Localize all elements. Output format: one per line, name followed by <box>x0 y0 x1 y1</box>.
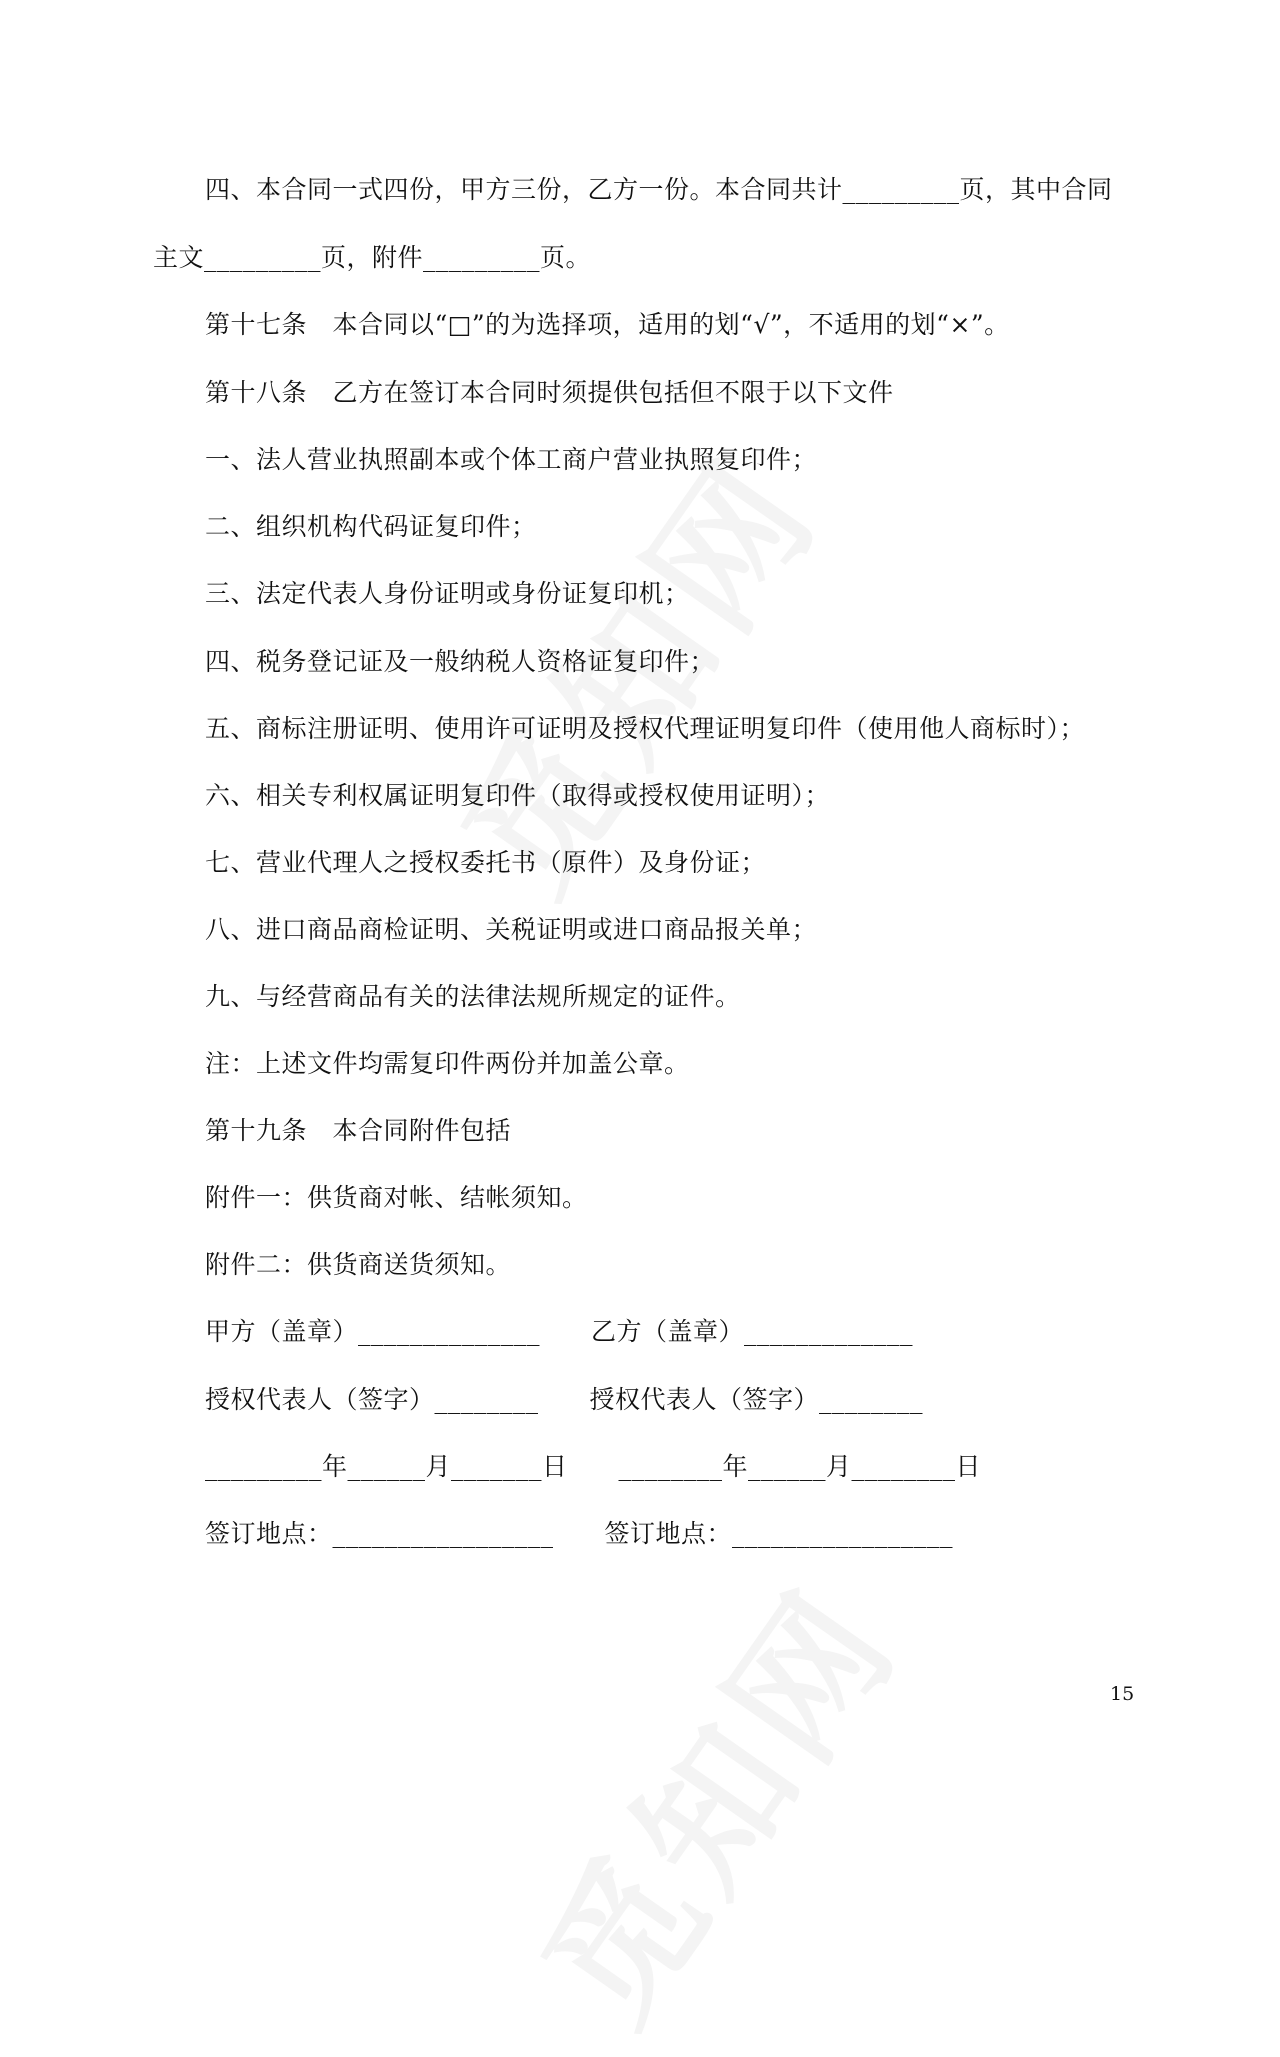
attachment-2: 附件二：供货商送货须知。 <box>205 1250 512 1279</box>
page-number: 15 <box>1110 1683 1135 1705</box>
clause-18-item-9: 九、与经营商品有关的法律法规所规定的证件。 <box>205 982 741 1011</box>
clause-18-item-1: 一、法人营业执照副本或个体工商户营业执照复印件； <box>205 445 818 474</box>
clause-18-item-7: 七、营业代理人之授权委托书（原件）及身份证； <box>205 848 767 877</box>
clause-18-note: 注：上述文件均需复印件两份并加盖公章。 <box>205 1049 690 1078</box>
clause-16-item-4-continued: 主文_________页，附件_________页。 <box>153 243 592 272</box>
signature-representative-line: 授权代表人（签字）________ 授权代表人（签字）________ <box>205 1385 924 1414</box>
signature-date-line: _________年______月_______日 ________年______月________日 <box>205 1452 982 1481</box>
clause-17: 第十七条 本合同以“□”的为选择项，适用的划“√”，不适用的划“×”。 <box>205 310 1010 339</box>
signature-seal-line: 甲方（盖章）______________ 乙方（盖章）_____________ <box>205 1317 914 1346</box>
clause-18-item-6: 六、相关专利权属证明复印件（取得或授权使用证明）； <box>205 781 831 810</box>
signature-place-line: 签订地点：_________________ 签订地点：_________________ <box>205 1519 954 1548</box>
clause-18-item-8: 八、进口商品商检证明、关税证明或进口商品报关单； <box>205 915 818 944</box>
watermark-bottom <box>484 1539 936 2056</box>
clause-18-item-5: 五、商标注册证明、使用许可证明及授权代理证明复印件（使用他人商标时）； <box>205 714 1086 743</box>
attachment-1: 附件一：供货商对帐、结帐须知。 <box>205 1183 588 1212</box>
clause-18-item-2: 二、组织机构代码证复印件； <box>205 512 537 541</box>
clause-18-item-4: 四、税务登记证及一般纳税人资格证复印件； <box>205 647 716 676</box>
clause-18-item-3: 三、法定代表人身份证明或身份证复印机； <box>205 579 690 608</box>
clause-16-item-4: 四、本合同一式四份，甲方三份，乙方一份。本合同共计_________页，其中合同 <box>205 175 1113 204</box>
clause-18-heading: 第十八条 乙方在签订本合同时须提供包括但不限于以下文件 <box>205 378 894 407</box>
clause-19-heading: 第十九条 本合同附件包括 <box>205 1116 512 1145</box>
